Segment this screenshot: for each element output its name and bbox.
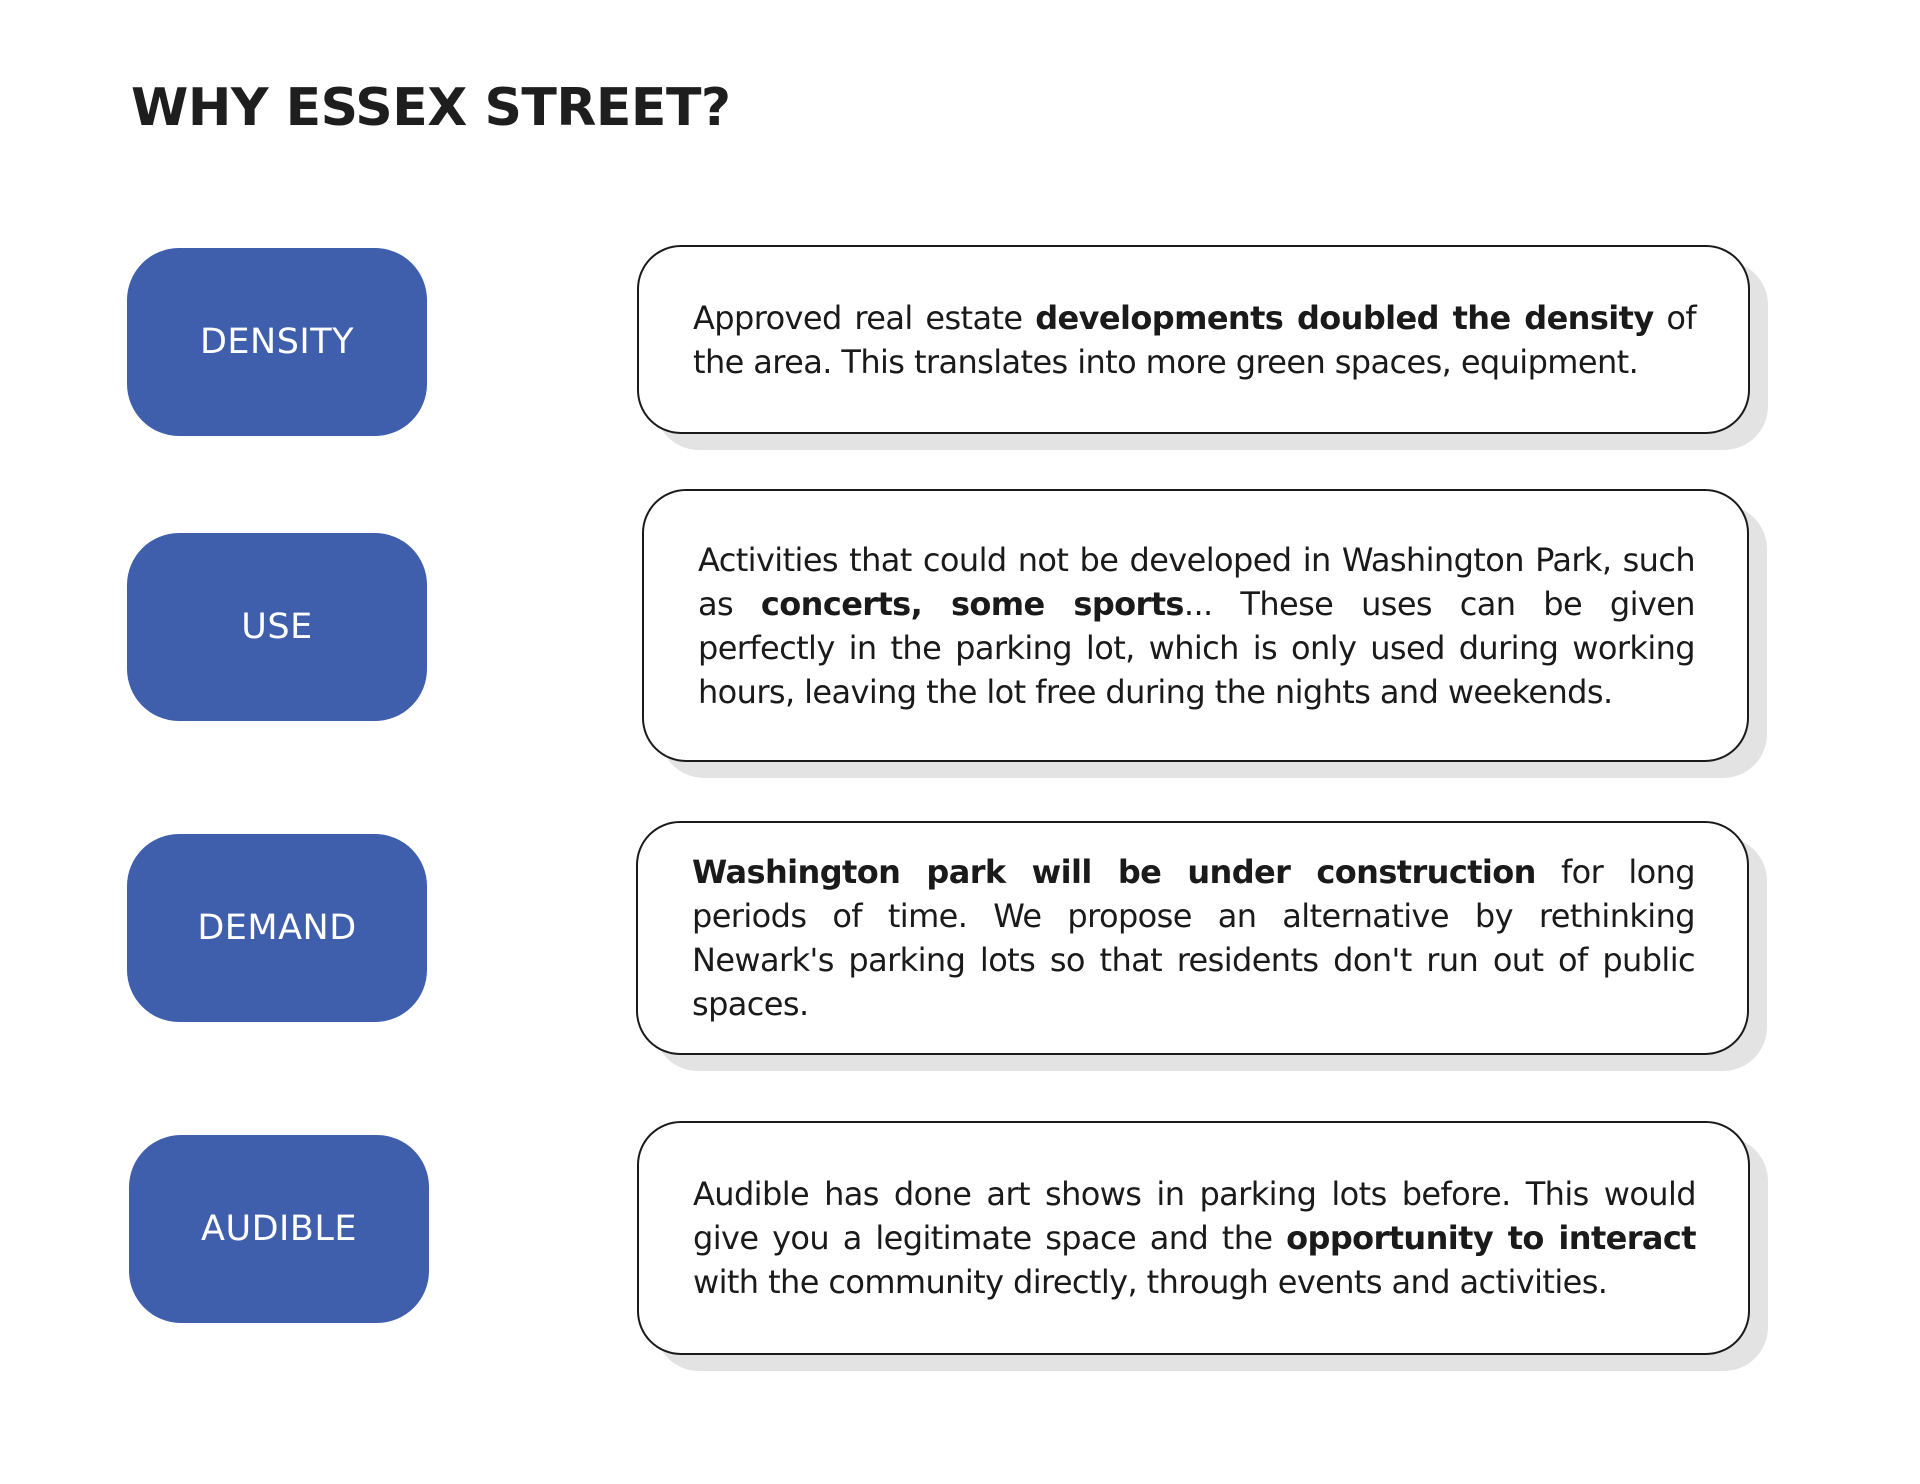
tag-use: USE — [127, 533, 427, 721]
text-segment-bold: opportunity to interact — [1286, 1219, 1696, 1257]
text-segment: for long periods of time. We propose an alternative by rethinking Newark's parking lots so that residents don't run out of public spaces. — [692, 853, 1695, 1023]
tag-demand: DEMAND — [127, 834, 427, 1022]
text-segment: Activities that could not be developed in Washington Park, such as — [698, 540, 1695, 623]
tag-audible: AUDIBLE — [129, 1135, 429, 1323]
text-segment: Audible has done art shows in parking lots before. This would give you a legitimate space and the — [693, 1175, 1696, 1257]
text-segment-bold: developments doubled the density — [1035, 298, 1654, 337]
page-title: WHY ESSEX STREET? — [131, 78, 731, 138]
card-text-audible — [693, 1172, 1696, 1304]
text-segment: ... These uses can be given perfectly in the parking lot, which is only used during working hours, leaving the lot free during the nights and weekends. — [698, 584, 1695, 711]
tag-density: DENSITY — [127, 248, 427, 436]
card-use — [642, 489, 1749, 762]
text-segment: with the community directly, through events and activities. — [693, 1263, 1608, 1301]
card-density — [637, 245, 1750, 434]
text-segment-bold: concerts, some sports — [760, 584, 1184, 623]
card-audible — [637, 1121, 1750, 1355]
card-text-density — [693, 296, 1696, 384]
card-text-demand — [692, 850, 1695, 1026]
card-text-use — [698, 538, 1695, 714]
card-demand — [636, 821, 1749, 1055]
text-segment-bold: Washington park will be under construction — [692, 853, 1536, 891]
text-segment: of the area. This translates into more green spaces, equipment. — [693, 298, 1696, 381]
text-segment: Approved real estate — [693, 298, 1036, 337]
